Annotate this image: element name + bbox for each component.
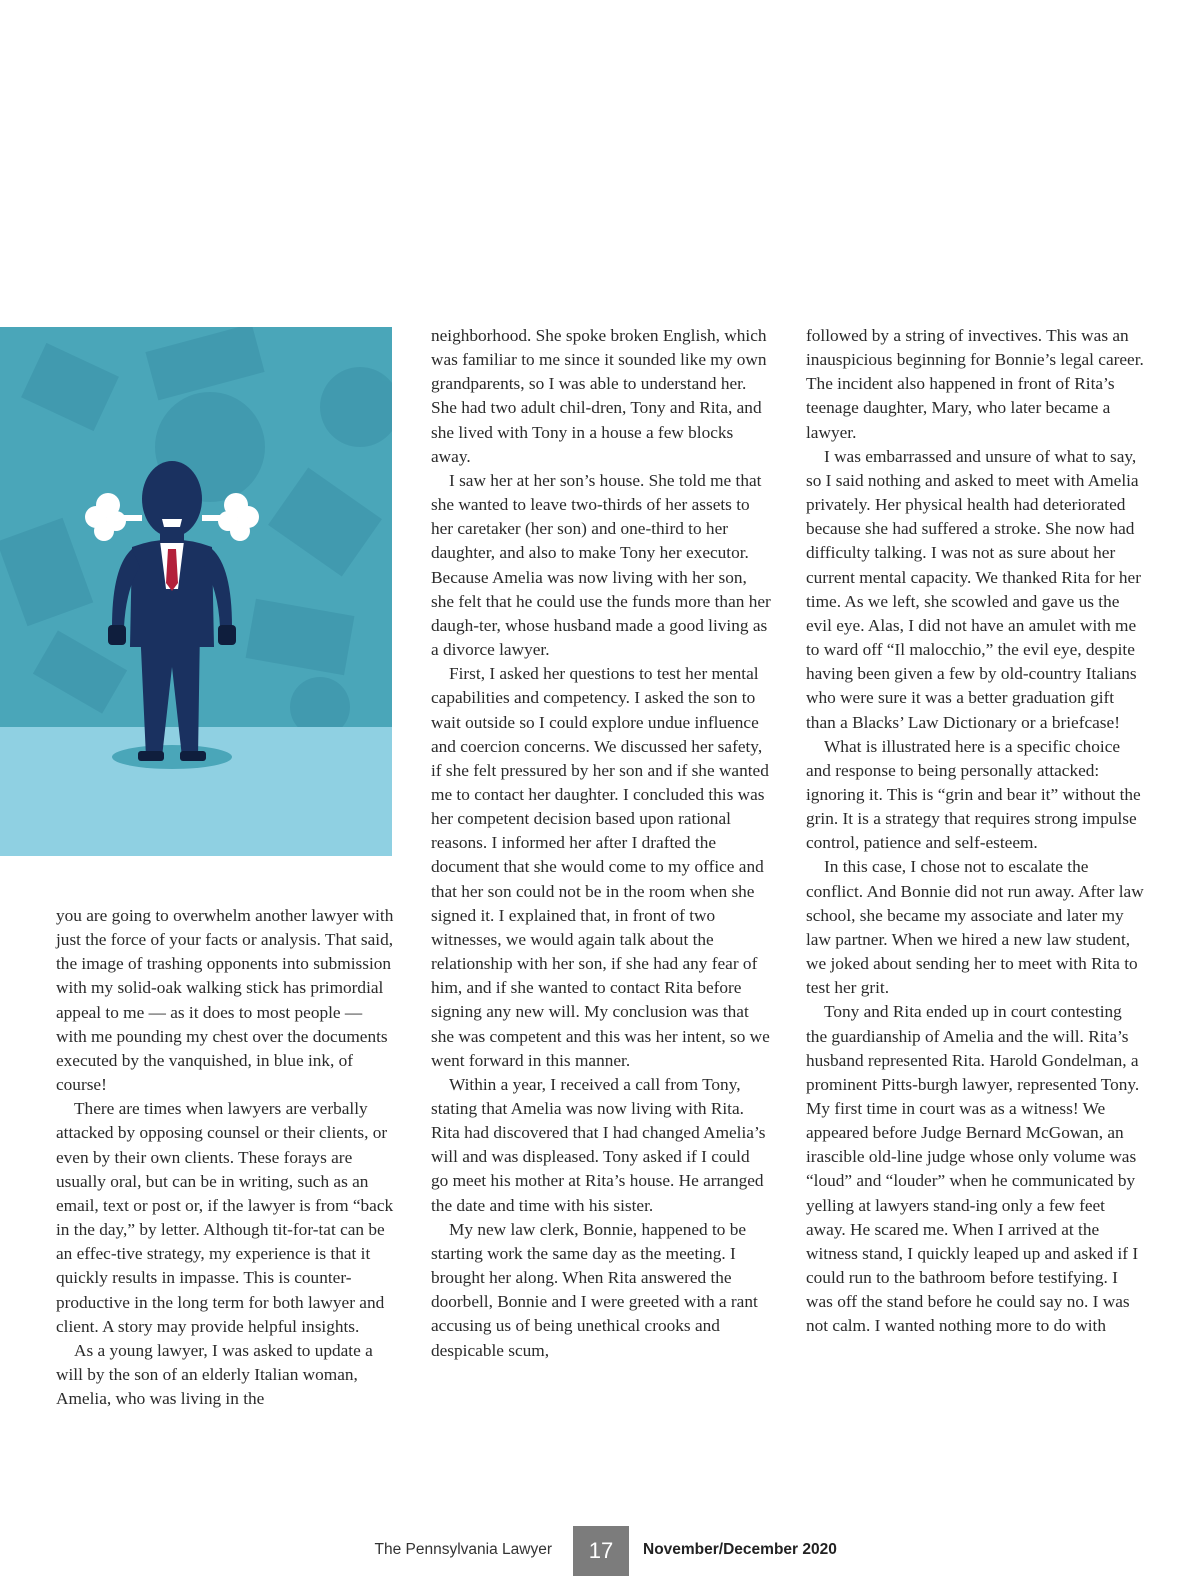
- paragraph: In this case, I chose not to escalate the conflict. And Bonnie did not run away. After law school, she became my associate and later my law partner. When we hired a new law student, we joked about sending her to meet with Rita to test her grit.: [806, 857, 1144, 998]
- paragraph: neighborhood. She spoke broken English, which was familiar to me since it sounded like my own grandparents, so I was able to understand her. She had two adult chil-dren, Tony and Rita, and she lived with Tony in a house a few blocks away.: [431, 326, 767, 466]
- paragraph: As a young lawyer, I was asked to update a will by the son of an elderly Italian woman, Amelia, who was living in the: [56, 1340, 373, 1409]
- paragraph: My new law clerk, Bonnie, happened to be starting work the same day as the meeting. I brought her along. When Rita answered the doorbell, Bonnie and I were greeted with a rant accusing us of being unethical crooks and despicable scum,: [431, 1219, 758, 1360]
- paragraph: First, I asked her questions to test her mental capabilities and competency. I asked the son to wait outside so I could explore undue influence and coercion concerns. We discussed her safety, if she felt pressured by her son and if she wanted me to contact her daughter. I concluded this was her competent decision based upon rational reasons. I informed her after I drafted the document that she would come to my office and that her son could not be in the room when she signed it. I explained that, in front of two witnesses, we would again talk about the relationship with her son, if she had any fear of him, and if she wanted to contact Rita before signing any new will. My conclusion was that she was competent and this was her intent, so we went forward in this manner.: [431, 664, 770, 1070]
- article-column-3: [806, 324, 1146, 1339]
- article-column-1: [56, 904, 396, 1411]
- page-number: 17: [573, 1526, 629, 1576]
- paragraph: you are going to overwhelm another lawyer with just the force of your facts or analysis. That said, the image of trashing opponents into submission with my solid-oak walking stick has primordial appeal to me — as it does to most people — with me pounding my chest over the documents executed by the vanquished, in blue ink, of course!: [56, 906, 394, 1095]
- paragraph: Tony and Rita ended up in court contesting the guardianship of Amelia and the will. Rita’s husband represented Rita. Harold Gondelman, a prominent Pitts-burgh lawyer, represented Tony. My first time in court was as a witness! We appeared before Judge Bernard McGowan, an irascible old-line judge whose only volume was “loud” and “louder” when he communicated by yelling at lawyers stand-ing only a few feet away. He scared me. When I arrived at the witness stand, I quickly leaped up and asked if I could run to the bathroom before testifying. I was off the stand before he could say no. I was not calm. I wanted nothing more to do with: [806, 1002, 1140, 1336]
- issue-date: November/December 2020: [643, 1541, 837, 1558]
- angry-businessman-illustration: [0, 327, 392, 856]
- page-footer: [0, 1526, 1200, 1576]
- publication-name: The Pennsylvania Lawyer: [374, 1541, 552, 1558]
- paragraph: I saw her at her son’s house. She told me that she wanted to leave two-thirds of her assets to her caretaker (her son) and one-third to her daughter, and also to make Tony her executor. Because Amelia was now living with her son, she felt that he could use the funds more than her daugh-ter, whose husband made a good living as a divorce lawyer.: [431, 470, 771, 660]
- paragraph: followed by a string of invectives. This was an inauspicious beginning for Bonnie’s legal career. The incident also happened in front of Rita’s teenage daughter, Mary, who later became a lawyer.: [806, 326, 1144, 442]
- paragraph: What is illustrated here is a specific choice and response to being personally attacked: ignoring it. This is “grin and bear it” without the grin. It is a strategy that requires strong impulse control, patience and self-esteem.: [806, 736, 1141, 853]
- paragraph: There are times when lawyers are verbally attacked by opposing counsel or their clients, or even by their own clients. These forays are usually oral, but can be in writing, such as an email, text or post or, if the lawyer is from “back in the day,” by letter. Although tit-for-tat can be an effec-tive strategy, my experience is that it quickly results in impasse. This is counter-productive in the long term for both lawyer and client. A story may provide helpful insights.: [56, 1099, 394, 1336]
- article-column-2: [431, 324, 771, 1363]
- paragraph: Within a year, I received a call from Tony, stating that Amelia was now living with Rita. Rita had discovered that I had changed Amelia’s will and was displeased. Tony asked if I could go meet his mother at Rita’s house. He arranged the date and time with his sister.: [431, 1074, 766, 1215]
- paragraph: I was embarrassed and unsure of what to say, so I said nothing and asked to meet with Amelia privately. Her physical health had deteriorated because she had suffered a stroke. She now had difficulty talking. I was not as sure about her current mental capacity. We thanked Rita for her time. As we left, she scowled and gave us the evil eye. Alas, I did not have an amulet with me to ward off “Il malocchio,” the evil eye, despite having been given a few by old-country Italians who were sure it was a better graduation gift than a Blacks’ Law Dictionary or a briefcase!: [806, 446, 1141, 732]
